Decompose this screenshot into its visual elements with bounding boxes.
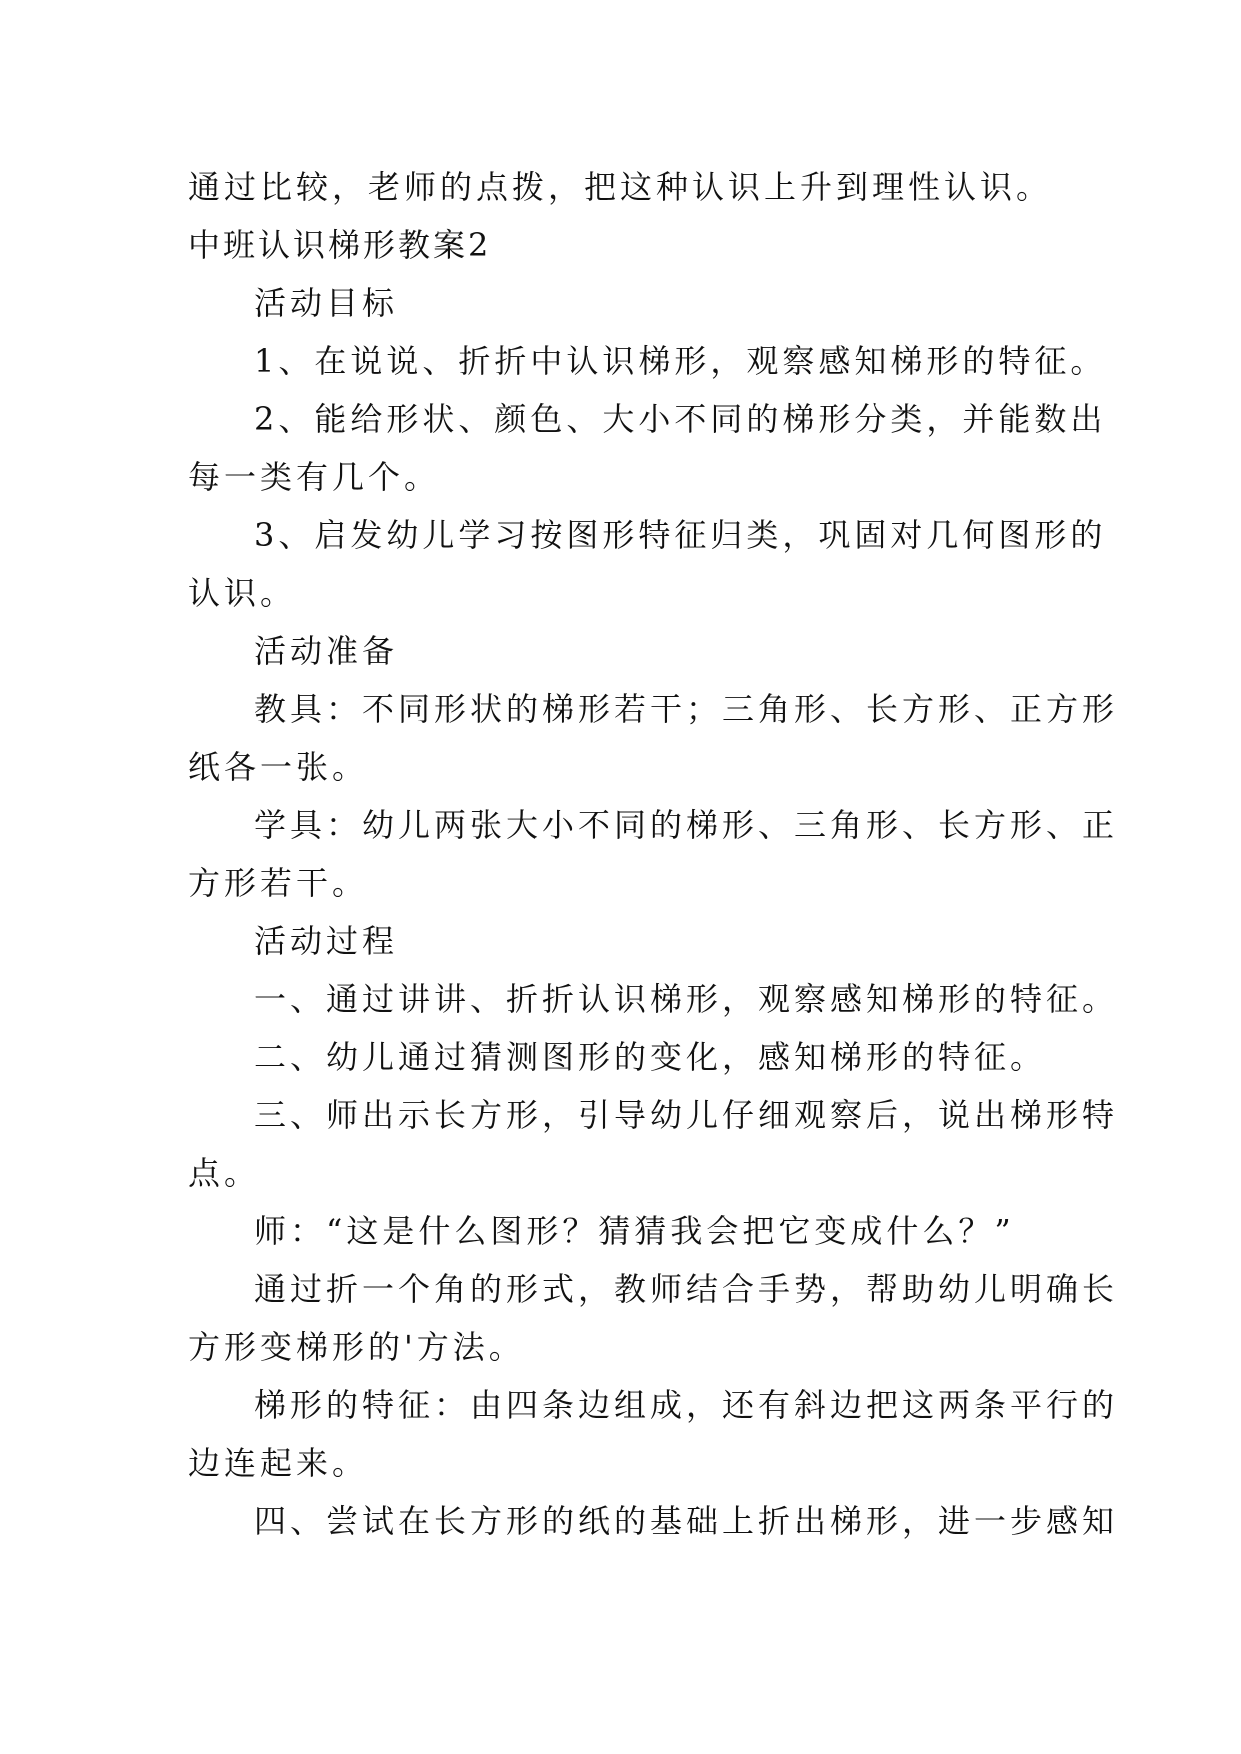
subheading-activity-goals: 活动目标: [254, 284, 399, 322]
section-title: 中班认识梯形教案2: [188, 226, 492, 264]
paragraph-line: 方形若干。: [188, 864, 369, 902]
paragraph-line: 通过折一个角的形式，教师结合手势，帮助幼儿明确长: [254, 1270, 1119, 1308]
paragraph-line: 点。: [188, 1154, 261, 1192]
paragraph-line: 二、幼儿通过猜测图形的变化，感知梯形的特征。: [254, 1038, 1047, 1076]
paragraph-line: 每一类有几个。: [188, 458, 441, 496]
paragraph-line: 一、通过讲讲、折折认识梯形，观察感知梯形的特征。: [254, 980, 1119, 1018]
paragraph-line: 师：“这是什么图形？猜猜我会把它变成什么？”: [254, 1212, 1015, 1250]
paragraph-line: 边连起来。: [188, 1444, 369, 1482]
paragraph-line: 通过比较，老师的点拨，把这种认识上升到理性认识。: [188, 168, 1053, 206]
paragraph-line: 梯形的特征：由四条边组成，还有斜边把这两条平行的: [254, 1386, 1119, 1424]
paragraph-line: 学具：幼儿两张大小不同的梯形、三角形、长方形、正: [254, 806, 1119, 844]
paragraph-line: 方形变梯形的'方法。: [188, 1328, 525, 1366]
paragraph-line: 1、在说说、折折中认识梯形，观察感知梯形的特征。: [254, 342, 1107, 380]
paragraph-line: 四、尝试在长方形的纸的基础上折出梯形，进一步感知: [254, 1502, 1119, 1540]
paragraph-line: 2、能给形状、颜色、大小不同的梯形分类，并能数出: [254, 400, 1107, 438]
paragraph-line: 三、师出示长方形，引导幼儿仔细观察后，说出梯形特: [254, 1096, 1119, 1134]
paragraph-line: 教具：不同形状的梯形若干；三角形、长方形、正方形: [254, 690, 1119, 728]
paragraph-line: 纸各一张。: [188, 748, 369, 786]
document-body: [188, 158, 1119, 1550]
paragraph-line: 3、启发幼儿学习按图形特征归类，巩固对几何图形的: [254, 516, 1107, 554]
subheading-activity-prep: 活动准备: [254, 632, 399, 670]
paragraph-line: 认识。: [188, 574, 297, 612]
subheading-activity-process: 活动过程: [254, 922, 399, 960]
